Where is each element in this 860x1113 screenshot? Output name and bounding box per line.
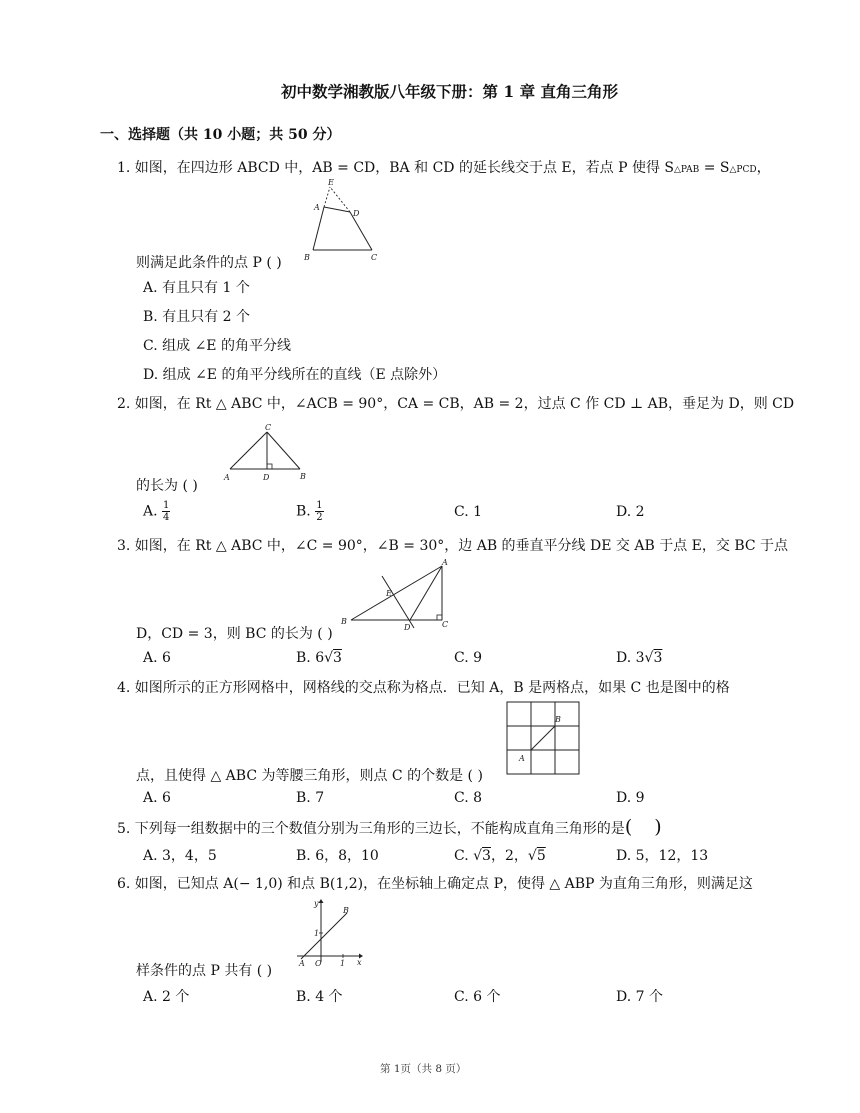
fraction-one-quarter: $\frac{1}{4}$ [163, 500, 170, 523]
fig3-label-c: C [442, 620, 449, 629]
question-2-stem: 2. 如图，在 Rt △ ABC 中，∠ACB = 90°，CA = CB，AB = 2，过点 C 作 CD ⊥ AB，垂足为 D，则 CD [117, 396, 795, 412]
question-1-stem: 1. 如图，在四边形 ABCD 中，AB = CD，BA 和 CD 的延长线交于点 E，若点 P 使得 S△PAB = S△PCD， [117, 160, 771, 176]
fig6-label-a: A [299, 959, 305, 968]
question-3-option-a[interactable]: A. 6 [143, 650, 171, 666]
section-heading: 一、选择题（共 10 小题；共 50 分） [100, 127, 341, 143]
question-3-stem: 3. 如图，在 Rt △ ABC 中，∠C = 90°，∠B = 30°，边 AB 的垂直平分线 DE 交 AB 于点 E，交 BC 于点 [117, 538, 789, 554]
fraction-one-half: $\frac{1}{2}$ [316, 500, 323, 523]
question-2-option-b[interactable]: B. $\frac{1}{2}$ [296, 500, 323, 523]
question-4-option-b[interactable]: B. 7 [296, 790, 325, 806]
question-6-option-c[interactable]: C. 6 个 [454, 989, 501, 1005]
sqrt-symbol: √ [644, 650, 654, 666]
question-3-figure [338, 558, 458, 633]
fig6-label-one-y: 1 [314, 929, 320, 938]
answer-paren-open: ( [624, 816, 633, 838]
fig2-label-c: C [265, 423, 272, 432]
question-4-option-c[interactable]: C. 8 [454, 790, 483, 806]
fig1-label-b: B [304, 253, 310, 262]
question-4-option-a[interactable]: A. 6 [143, 790, 171, 806]
fig3-label-a: A [442, 558, 448, 567]
page-footer: 第 1页（共 8 页） [380, 1063, 467, 1075]
fig3-label-b: B [341, 617, 347, 626]
fig2-label-a: A [224, 473, 230, 482]
question-3-option-d[interactable]: D. 3√3 [616, 650, 663, 666]
question-6-tail: 样条件的点 P 共有 ( ) [136, 963, 273, 979]
sqrt-symbol: √ [473, 848, 483, 864]
question-1-tail: 则满足此条件的点 P ( ) [136, 255, 282, 271]
sqrt-symbol: √ [527, 848, 537, 864]
fig4-label-a: A [519, 754, 525, 763]
fig2-label-d: D [263, 473, 270, 482]
question-6-option-a[interactable]: A. 2 个 [143, 989, 190, 1005]
question-3-option-c[interactable]: C. 9 [454, 650, 483, 666]
fig4-label-b: B [555, 715, 561, 724]
fig1-label-d: D [353, 209, 360, 218]
question-4-option-d[interactable]: D. 9 [616, 790, 645, 806]
question-1-option-d[interactable]: D. 组成 ∠E 的角平分线所在的直线（E 点除外） [143, 367, 447, 383]
sqrt-symbol: √ [324, 650, 334, 666]
question-5-option-b[interactable]: B. 6，8，10 [296, 848, 379, 864]
question-4-stem: 4. 如图所示的正方形网格中，网格线的交点称为格点．已知 A，B 是两格点，如果 C 也是图中的格 [117, 680, 730, 696]
question-5-option-a[interactable]: A. 3，4，5 [143, 848, 217, 864]
question-1-figure [300, 178, 390, 268]
fig3-label-e: E [386, 589, 392, 598]
fig1-label-c: C [371, 253, 378, 262]
question-4-figure [505, 700, 590, 775]
question-3-tail: D，CD = 3，则 BC 的长为 ( ) [136, 626, 333, 642]
question-3-option-b[interactable]: B. 6√3 [296, 650, 342, 666]
fig3-label-d: D [404, 623, 411, 632]
question-2-option-c[interactable]: C. 1 [454, 504, 483, 520]
question-6-figure [293, 896, 373, 971]
question-5-option-d[interactable]: D. 5，12，13 [616, 848, 709, 864]
question-6-option-b[interactable]: B. 4 个 [296, 989, 343, 1005]
question-6-option-d[interactable]: D. 7 个 [616, 989, 663, 1005]
question-1-option-b[interactable]: B. 有且只有 2 个 [143, 309, 250, 325]
question-2-figure [222, 422, 312, 482]
question-2-option-a[interactable]: A. $\frac{1}{4}$ [143, 500, 170, 523]
fig6-label-y: y [314, 899, 319, 908]
fig6-label-o: O [315, 959, 322, 968]
fig1-label-e: E [328, 178, 334, 187]
fig2-label-b: B [300, 472, 306, 481]
question-2-option-d[interactable]: D. 2 [616, 504, 645, 520]
question-6-stem: 6. 如图，已知点 A(− 1,0) 和点 B(1,2)，在坐标轴上确定点 P，使得 △ ABP 为直角三角形，则满足这 [117, 876, 753, 892]
question-2-tail: 的长为 ( ) [136, 478, 198, 494]
fig6-label-one-x: 1 [340, 959, 346, 968]
fig1-label-a: A [314, 203, 320, 212]
fig6-label-b: B [343, 906, 349, 915]
question-1-option-c[interactable]: C. 组成 ∠E 的角平分线 [143, 338, 291, 354]
fig6-label-x: x [357, 958, 362, 967]
question-1-option-a[interactable]: A. 有且只有 1 个 [143, 280, 250, 296]
page-title: 初中数学湘教版八年级下册：第 1 章 直角三角形 [281, 82, 618, 101]
answer-paren-close: ) [654, 816, 662, 838]
question-5-option-c[interactable]: C. √3，2，√5 [454, 848, 546, 864]
question-5-stem: 5. 下列每一组数据中的三个数值分别为三角形的三边长，不能构成直角三角形的是( ) [117, 816, 662, 838]
question-4-tail: 点，且使得 △ ABC 为等腰三角形，则点 C 的个数是 ( ) [136, 768, 483, 784]
